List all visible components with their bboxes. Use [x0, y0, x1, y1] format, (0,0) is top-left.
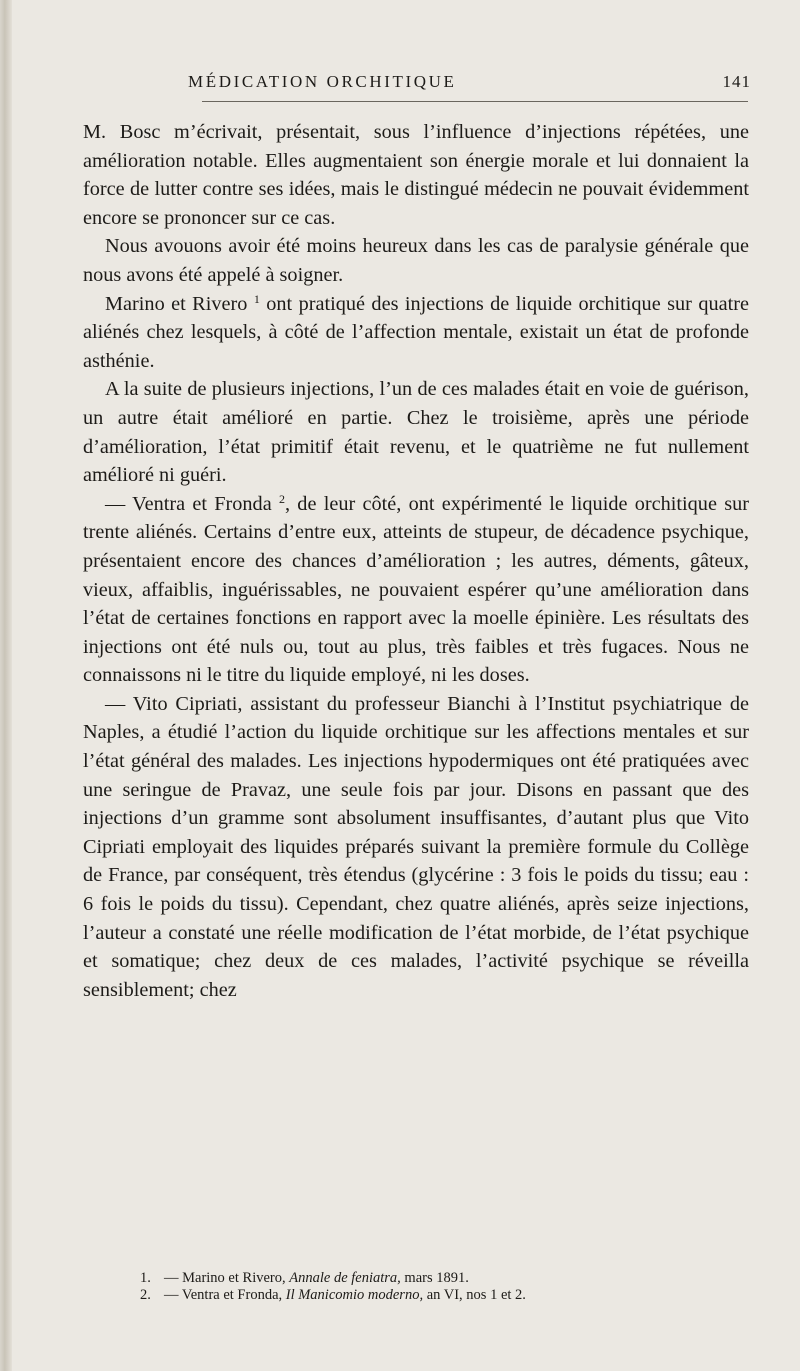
footnote-ref-1[interactable]: 1 [253, 291, 260, 306]
footnote-date: an VI, nos 1 et 2. [423, 1287, 526, 1303]
footnote-ref-2[interactable]: 2 [278, 491, 285, 506]
paragraph-5-start: — Ventra et Fronda [105, 492, 272, 515]
header-rule [202, 101, 748, 102]
footnote-journal: Il Manicomio moderno, [285, 1287, 424, 1303]
footnote-author: — Marino et Rivero, [164, 1270, 290, 1286]
paragraph-5-rest: , de leur côté, ont expérimenté le liquide orchitique sur trente aliénés. Certains d’entre eux, atteints de stupeur, de décadence psychique, présentaient encore des chances d’amélioration ; les autres, déments, gâteux, vieux, affaiblis, inguérissables, ne pouvaient espérer qu’une amélioration dans l’état de certaines fonctions en rapport avec la moelle épinière. Les résultats des injections ont été nuls ou, tout au plus, très faibles et très fugaces. Nous ne connaissons ni le titre du liquide employé, ni les doses. [83, 492, 749, 687]
footnote-number: 2. [140, 1287, 151, 1303]
paragraph-4: A la suite de plusieurs injections, l’un de ces malades était en voie de guérison, un autre était amélioré en partie. Chez le troisième, après une période d’amélioration, l’état primitif était revenu, et le quatrième ne fut nullement amélioré ni guéri. [83, 378, 749, 487]
running-head-title: MÉDICATION ORCHITIQUE [188, 72, 457, 91]
footnotes [140, 1270, 750, 1304]
footnote-2 [140, 1287, 750, 1304]
body-text [83, 118, 749, 1004]
paragraph-3 [83, 290, 749, 376]
paragraph-6: — Vito Cipriati, assistant du professeur Bianchi à l’Institut psychiatrique de Naples, a étudié l’action du liquide orchitique sur les affections mentales et sur l’état général des malades. Les injections hypodermiques ont été pratiquées avec une seringue de Pravaz, une seule fois par jour. Disons en passant que des injections d’un gramme sont absolument insuffisantes, d’autant plus que Vito Cipriati employait des liquides préparés suivant la première formule du Collège de France, par conséquent, très étendus (glycérine : 3 fois le poids du tissu; eau : 6 fois le poids du tissu). Cependant, chez quatre aliénés, après seize injections, l’auteur a constaté une réelle modification de l’état morbide, de l’état psychique et somatique; chez deux de ces malades, l’activité psychique se réveilla sensiblement; chez [83, 692, 749, 1001]
footnote-journal: Annale de feniatra, [289, 1270, 401, 1286]
footnote-date: mars 1891. [400, 1270, 469, 1286]
paragraph-5 [83, 490, 749, 690]
footnote-1 [140, 1270, 750, 1287]
paragraph-3-start: Marino et Rivero [105, 292, 248, 315]
running-head [62, 72, 752, 102]
paragraph-2: Nous avouons avoir été moins heureux dans les cas de paralysie générale que nous avons été appelé à soigner. [83, 235, 749, 286]
page-number: 141 [722, 72, 751, 91]
paragraph-3-rest: ont pratiqué des injections de liquide orchitique sur quatre aliénés chez lesquels, à côté de l’affection mentale, existait un état de profonde asthénie. [83, 292, 749, 372]
footnote-number: 1. [140, 1270, 151, 1286]
footnote-author: — Ventra et Fronda, [164, 1287, 286, 1303]
paragraph-1: M. Bosc m’écrivait, présentait, sous l’influence d’injections répétées, une amélioration notable. Elles augmentaient son énergie morale et lui donnaient la force de lutter contre ses idées, mais le distingué médecin ne pouvait évidemment encore se prononcer sur ce cas. [83, 121, 749, 229]
page-spine-shadow [0, 0, 12, 1371]
